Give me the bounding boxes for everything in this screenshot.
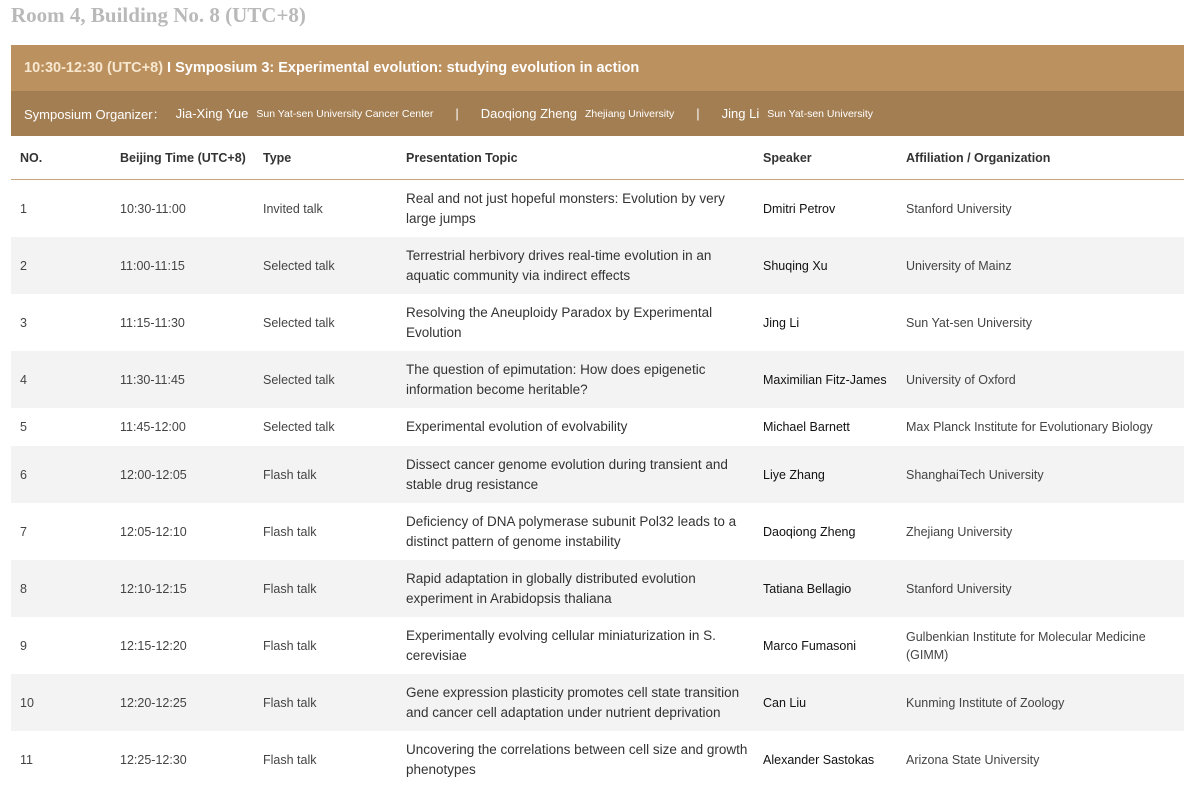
cell-speaker: Shuqing Xu: [763, 258, 828, 273]
cell-type: Flash talk: [263, 752, 317, 767]
cell-topic: Uncovering the correlations between cell size and growth phenotypes: [406, 741, 748, 777]
table-row: [11, 237, 1184, 294]
symposium-divider: I: [163, 60, 176, 76]
cell-affiliation: Arizona State University: [906, 752, 1040, 767]
table-row: [11, 731, 1184, 788]
cell-affiliation: ShanghaiTech University: [906, 467, 1044, 482]
table-row: [11, 351, 1184, 408]
table-row: [11, 408, 1184, 446]
table-row: [11, 617, 1184, 674]
cell-affiliation: Gulbenkian Institute for Molecular Medicine (GIMM): [906, 629, 1146, 662]
page-title: Room 4, Building No. 8 (UTC+8): [11, 3, 306, 27]
cell-no: 2: [20, 258, 27, 273]
schedule-table-body: [11, 180, 1184, 788]
cell-topic: Experimentally evolving cellular miniaturization in S. cerevisiae: [406, 627, 716, 663]
table-row: [11, 180, 1184, 237]
table-header: [11, 136, 1184, 180]
organizer-label: Symposium Organizer：: [24, 107, 166, 122]
cell-speaker: Liye Zhang: [763, 467, 825, 482]
cell-topic: Experimental evolution of evolvability: [406, 419, 628, 434]
header-no: NO.: [20, 150, 43, 165]
organizer-name: Jing Li: [721, 106, 760, 121]
cell-speaker: Dmitri Petrov: [763, 201, 836, 216]
organizer-separator: |: [455, 106, 459, 121]
organizer-separator: |: [696, 106, 700, 121]
organizer-affiliation: Sun Yat-sen University: [767, 107, 874, 120]
cell-type: Flash talk: [263, 467, 317, 482]
cell-no: 5: [20, 420, 27, 434]
cell-no: 7: [20, 524, 27, 539]
cell-type: Flash talk: [263, 638, 317, 653]
symposium-organizers: [11, 91, 1184, 136]
cell-no: 10: [20, 695, 34, 710]
cell-no: 4: [20, 372, 27, 387]
cell-time: 11:00-11:15: [120, 258, 185, 273]
table-row: [11, 674, 1184, 731]
cell-type: Selected talk: [263, 372, 335, 387]
cell-time: 11:15-11:30: [120, 315, 185, 330]
cell-no: 1: [20, 201, 27, 216]
cell-topic: The question of epimutation: How does epigenetic information become heritable?: [406, 361, 706, 397]
header-affiliation: Affiliation / Organization: [906, 150, 1051, 165]
cell-affiliation: Kunming Institute of Zoology: [906, 695, 1065, 710]
cell-affiliation: University of Mainz: [906, 258, 1012, 273]
cell-time: 12:25-12:30: [120, 752, 187, 767]
cell-no: 3: [20, 315, 27, 330]
table-row: [11, 560, 1184, 617]
symposium-title: Symposium 3: Experimental evolution: studying evolution in action: [175, 60, 640, 76]
cell-time: 10:30-11:00: [120, 201, 186, 216]
cell-no: 6: [20, 467, 27, 482]
organizer-name: Daoqiong Zheng: [480, 106, 577, 121]
cell-time: 12:10-12:15: [120, 581, 187, 596]
cell-type: Flash talk: [263, 581, 317, 596]
cell-no: 11: [20, 752, 33, 767]
cell-topic: Gene expression plasticity promotes cell state transition and cancer cell adaptation under nutrient deprivation: [406, 684, 740, 720]
table-row: [11, 503, 1184, 560]
organizer-affiliation: Sun Yat-sen University Cancer Center: [256, 107, 434, 120]
cell-no: 8: [20, 581, 27, 596]
cell-type: Invited talk: [263, 201, 323, 216]
cell-time: 12:20-12:25: [120, 695, 187, 710]
cell-time: 11:45-12:00: [120, 420, 186, 434]
cell-type: Selected talk: [263, 258, 335, 273]
header-topic: Presentation Topic: [406, 150, 518, 165]
cell-no: 9: [20, 638, 27, 653]
header-type: Type: [263, 150, 292, 165]
cell-affiliation: Sun Yat-sen University: [906, 315, 1032, 330]
cell-topic: Rapid adaptation in globally distributed evolution experiment in Arabidopsis thaliana: [406, 570, 696, 606]
cell-time: 12:15-12:20: [120, 638, 187, 653]
organizer-affiliation: Zhejiang University: [584, 107, 675, 120]
header-speaker: Speaker: [763, 150, 812, 165]
cell-type: Flash talk: [263, 524, 317, 539]
symposium-time: 10:30-12:30 (UTC+8): [24, 60, 164, 76]
cell-speaker: Michael Barnett: [763, 420, 850, 434]
cell-time: 11:30-11:45: [120, 372, 185, 387]
symposium-header: [11, 45, 1184, 91]
cell-affiliation: Stanford University: [906, 581, 1012, 596]
table-row: [11, 294, 1184, 351]
cell-type: Flash talk: [263, 695, 317, 710]
organizer-name: Jia-Xing Yue: [175, 106, 249, 121]
cell-speaker: Marco Fumasoni: [763, 638, 857, 653]
cell-speaker: Alexander Sastokas: [763, 752, 875, 767]
header-time: Beijing Time (UTC+8): [120, 150, 246, 165]
cell-type: Selected talk: [263, 315, 335, 330]
cell-affiliation: Max Planck Institute for Evolutionary Biology: [906, 420, 1153, 434]
cell-type: Selected talk: [263, 420, 335, 434]
cell-topic: Deficiency of DNA polymerase subunit Pol32 leads to a distinct pattern of genome instability: [406, 513, 737, 549]
table-row: [11, 446, 1184, 503]
cell-topic: Real and not just hopeful monsters: Evolution by very large jumps: [406, 190, 725, 226]
cell-affiliation: Stanford University: [906, 201, 1012, 216]
cell-speaker: Daoqiong Zheng: [763, 524, 856, 539]
cell-speaker: Tatiana Bellagio: [763, 581, 852, 596]
cell-topic: Terrestrial herbivory drives real-time evolution in an aquatic community via indirect effects: [406, 247, 712, 283]
cell-time: 12:05-12:10: [120, 524, 187, 539]
cell-speaker: Can Liu: [763, 695, 807, 710]
cell-topic: Dissect cancer genome evolution during transient and stable drug resistance: [406, 456, 728, 492]
cell-time: 12:00-12:05: [120, 467, 187, 482]
cell-affiliation: University of Oxford: [906, 372, 1016, 387]
cell-speaker: Maximilian Fitz-James: [763, 372, 887, 387]
cell-affiliation: Zhejiang University: [906, 524, 1013, 539]
cell-topic: Resolving the Aneuploidy Paradox by Experimental Evolution: [406, 304, 713, 340]
cell-speaker: Jing Li: [763, 315, 800, 330]
